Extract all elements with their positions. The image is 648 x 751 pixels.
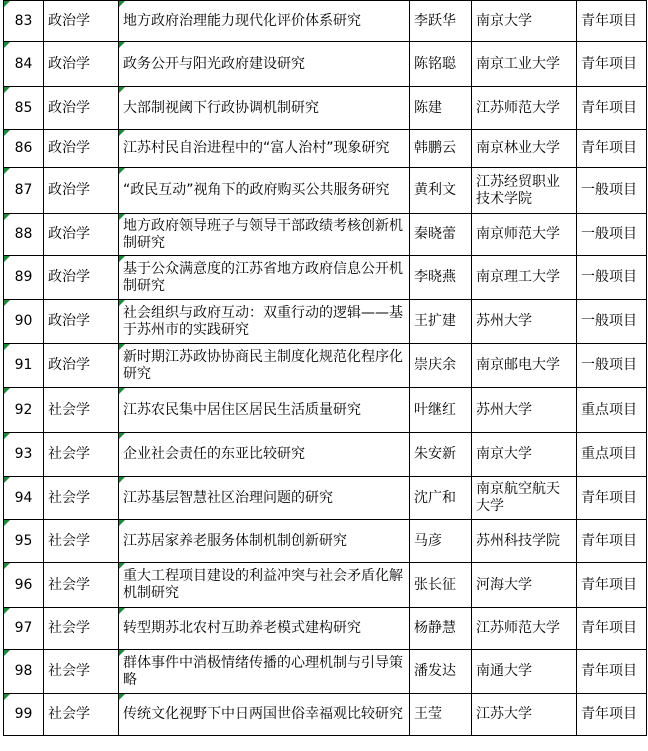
table-row	[4, 300, 647, 344]
table-row	[4, 168, 647, 214]
institution-cell	[472, 168, 577, 214]
project-title-cell	[119, 42, 410, 87]
institution-cell	[472, 300, 577, 344]
table-row	[4, 433, 647, 477]
principal-investigator-cell	[410, 694, 472, 736]
cell-corner-marker	[4, 214, 10, 220]
institution-text: 南京林业大学	[476, 140, 560, 156]
row-number-cell	[4, 300, 44, 344]
project-type-cell	[577, 42, 647, 87]
project-type-text: 青年项目	[581, 140, 637, 156]
cell-corner-marker	[119, 168, 125, 174]
principal-investigator-cell	[410, 650, 472, 694]
principal-investigator-cell	[410, 608, 472, 650]
discipline-cell	[44, 388, 119, 433]
institution-text: 江苏师范大学	[476, 99, 560, 116]
row-number-text: 96	[14, 576, 33, 593]
project-title-cell	[119, 168, 410, 214]
principal-investigator-cell	[410, 87, 472, 130]
principal-investigator-text: 李跃华	[414, 12, 456, 29]
discipline-cell	[44, 520, 119, 563]
project-title-text: 江苏农民集中居住区居民生活质量研究	[123, 401, 361, 418]
cell-corner-marker	[119, 256, 125, 262]
project-title-cell	[119, 694, 410, 736]
row-number-cell	[4, 256, 44, 300]
cell-corner-marker	[4, 477, 10, 483]
principal-investigator-cell	[410, 130, 472, 168]
discipline-cell	[44, 433, 119, 477]
principal-investigator-text: 王莹	[414, 706, 442, 722]
cell-corner-marker	[119, 520, 125, 526]
institution-cell	[472, 388, 577, 433]
row-number-text: 83	[14, 12, 33, 29]
project-title-cell	[119, 650, 410, 694]
discipline-text: 政治学	[48, 226, 90, 242]
project-title-text: 传统文化视野下中日两国世俗幸福观比较研究	[123, 706, 403, 722]
cell-corner-marker	[119, 300, 125, 306]
institution-cell	[472, 477, 577, 520]
row-number-text: 84	[14, 55, 33, 72]
institution-text: 苏州科技学院	[476, 532, 560, 549]
row-number-text: 97	[14, 620, 33, 636]
row-number-cell	[4, 1, 44, 42]
row-number-text: 99	[14, 706, 33, 722]
discipline-cell	[44, 87, 119, 130]
project-type-cell	[577, 214, 647, 256]
project-title-text: 社会组织与政府互动：双重行动的逻辑——基于苏州市的实践研究	[123, 304, 403, 338]
discipline-cell	[44, 130, 119, 168]
project-type-text: 一般项目	[581, 313, 637, 329]
institution-cell	[472, 1, 577, 42]
discipline-text: 政治学	[48, 182, 90, 198]
principal-investigator-cell	[410, 388, 472, 433]
project-type-cell	[577, 608, 647, 650]
institution-cell	[472, 87, 577, 130]
discipline-cell	[44, 477, 119, 520]
institution-text: 河海大学	[476, 576, 532, 593]
discipline-cell	[44, 214, 119, 256]
cell-corner-marker	[119, 608, 125, 614]
institution-text: 江苏师范大学	[476, 620, 560, 636]
discipline-cell	[44, 256, 119, 300]
row-number-text: 94	[14, 489, 33, 506]
cell-corner-marker	[119, 87, 125, 93]
project-title-cell	[119, 1, 410, 42]
principal-investigator-text: 杨静慧	[414, 620, 456, 636]
project-title-text: 地方政府治理能力现代化评价体系研究	[123, 12, 361, 29]
project-title-cell	[119, 433, 410, 477]
principal-investigator-cell	[410, 300, 472, 344]
institution-text: 南京理工大学	[476, 269, 560, 285]
principal-investigator-cell	[410, 520, 472, 563]
cell-corner-marker	[119, 344, 125, 350]
cell-corner-marker	[119, 650, 125, 656]
institution-cell	[472, 344, 577, 388]
project-type-cell	[577, 130, 647, 168]
principal-investigator-text: 朱安新	[414, 446, 456, 462]
principal-investigator-text: 陈铭聪	[414, 55, 456, 72]
row-number-text: 85	[14, 99, 33, 116]
table-row	[4, 608, 647, 650]
project-title-text: 转型期苏北农村互助养老模式建构研究	[123, 620, 361, 636]
institution-text: 南通大学	[476, 663, 532, 679]
project-type-cell	[577, 1, 647, 42]
row-number-text: 98	[14, 663, 33, 679]
project-type-cell	[577, 563, 647, 608]
discipline-text: 社会学	[48, 401, 90, 418]
project-type-text: 青年项目	[581, 532, 637, 549]
table-row	[4, 563, 647, 608]
institution-text: 南京邮电大学	[476, 357, 560, 373]
discipline-text: 社会学	[48, 489, 90, 506]
project-title-text: “政民互动”视角下的政府购买公共服务研究	[123, 182, 390, 198]
project-type-cell	[577, 168, 647, 214]
table-row	[4, 388, 647, 433]
project-type-text: 青年项目	[581, 663, 637, 679]
cell-corner-marker	[4, 130, 10, 136]
institution-cell	[472, 520, 577, 563]
institution-text: 南京师范大学	[476, 226, 560, 242]
discipline-cell	[44, 608, 119, 650]
project-type-text: 青年项目	[581, 489, 637, 506]
row-number-cell	[4, 650, 44, 694]
cell-corner-marker	[4, 42, 10, 48]
principal-investigator-cell	[410, 563, 472, 608]
table-row	[4, 214, 647, 256]
principal-investigator-text: 马彦	[414, 532, 442, 549]
institution-cell	[472, 433, 577, 477]
cell-corner-marker	[4, 608, 10, 614]
project-type-cell	[577, 388, 647, 433]
project-title-text: 群体事件中消极情绪传播的心理机制与引导策略	[123, 654, 403, 688]
project-title-text: 江苏村民自治进程中的“富人治村”现象研究	[123, 140, 390, 156]
project-title-cell	[119, 344, 410, 388]
project-table-body	[4, 1, 647, 736]
table-row	[4, 256, 647, 300]
project-type-text: 青年项目	[581, 99, 637, 116]
discipline-cell	[44, 563, 119, 608]
discipline-cell	[44, 168, 119, 214]
project-title-text: 江苏居家养老服务体制机制创新研究	[123, 532, 347, 549]
project-type-cell	[577, 694, 647, 736]
cell-corner-marker	[4, 1, 10, 7]
row-number-text: 92	[14, 401, 33, 418]
project-type-cell	[577, 520, 647, 563]
cell-corner-marker	[4, 388, 10, 394]
project-type-cell	[577, 650, 647, 694]
discipline-text: 社会学	[48, 706, 90, 722]
project-title-text: 新时期江苏政协协商民主制度化规范化程序化研究	[123, 348, 403, 382]
row-number-cell	[4, 214, 44, 256]
project-type-cell	[577, 256, 647, 300]
table-row	[4, 694, 647, 736]
project-title-text: 重大工程项目建设的利益冲突与社会矛盾化解机制研究	[123, 568, 403, 601]
project-type-text: 青年项目	[581, 55, 637, 72]
project-title-cell	[119, 388, 410, 433]
principal-investigator-text: 叶继红	[414, 401, 456, 418]
principal-investigator-cell	[410, 433, 472, 477]
table-row	[4, 130, 647, 168]
discipline-text: 政治学	[48, 269, 90, 285]
project-type-text: 一般项目	[581, 269, 637, 285]
project-title-text: 江苏基层智慧社区治理问题的研究	[123, 489, 333, 506]
discipline-text: 社会学	[48, 446, 90, 462]
row-number-cell	[4, 388, 44, 433]
institution-cell	[472, 563, 577, 608]
institution-cell	[472, 42, 577, 87]
project-type-text: 一般项目	[581, 357, 637, 373]
discipline-text: 社会学	[48, 663, 90, 679]
project-type-cell	[577, 477, 647, 520]
project-type-text: 青年项目	[581, 706, 637, 722]
cell-corner-marker	[119, 433, 125, 439]
table-row	[4, 1, 647, 42]
row-number-text: 90	[14, 313, 33, 329]
row-number-text: 93	[14, 446, 33, 462]
project-type-cell	[577, 87, 647, 130]
discipline-text: 社会学	[48, 532, 90, 549]
discipline-text: 政治学	[48, 357, 90, 373]
row-number-text: 87	[14, 182, 33, 198]
discipline-cell	[44, 344, 119, 388]
institution-text: 苏州大学	[476, 401, 532, 418]
cell-corner-marker	[4, 433, 10, 439]
principal-investigator-text: 韩鹏云	[414, 140, 456, 156]
row-number-cell	[4, 42, 44, 87]
row-number-text: 91	[14, 357, 33, 373]
project-type-text: 青年项目	[581, 12, 637, 29]
principal-investigator-text: 李晓燕	[414, 269, 456, 285]
institution-cell	[472, 130, 577, 168]
discipline-text: 政治学	[48, 55, 90, 72]
cell-corner-marker	[4, 344, 10, 350]
discipline-cell	[44, 300, 119, 344]
cell-corner-marker	[119, 563, 125, 569]
row-number-cell	[4, 694, 44, 736]
principal-investigator-text: 黄利文	[414, 182, 456, 198]
cell-corner-marker	[4, 694, 10, 700]
project-type-cell	[577, 344, 647, 388]
project-title-text: 地方政府领导班子与领导干部政绩考核创新机制研究	[123, 217, 403, 251]
table-row	[4, 87, 647, 130]
cell-corner-marker	[4, 256, 10, 262]
principal-investigator-text: 潘发达	[414, 663, 456, 679]
cell-corner-marker	[119, 388, 125, 394]
principal-investigator-cell	[410, 168, 472, 214]
principal-investigator-text: 崇庆余	[414, 357, 456, 373]
row-number-cell	[4, 344, 44, 388]
discipline-cell	[44, 694, 119, 736]
principal-investigator-text: 秦晓蕾	[414, 226, 456, 242]
cell-corner-marker	[4, 87, 10, 93]
institution-cell	[472, 608, 577, 650]
discipline-cell	[44, 42, 119, 87]
institution-text: 苏州大学	[476, 313, 532, 329]
project-title-text: 大部制视阈下行政协调机制研究	[123, 99, 319, 116]
project-title-cell	[119, 608, 410, 650]
institution-text: 南京工业大学	[476, 55, 560, 72]
row-number-cell	[4, 168, 44, 214]
project-title-cell	[119, 300, 410, 344]
row-number-cell	[4, 130, 44, 168]
row-number-cell	[4, 433, 44, 477]
institution-cell	[472, 214, 577, 256]
cell-corner-marker	[4, 563, 10, 569]
row-number-cell	[4, 520, 44, 563]
project-type-text: 重点项目	[581, 446, 637, 462]
institution-text: 江苏经贸职业技术学院	[476, 173, 560, 207]
table-row	[4, 477, 647, 520]
project-title-cell	[119, 563, 410, 608]
discipline-text: 社会学	[48, 620, 90, 636]
project-title-cell	[119, 214, 410, 256]
institution-cell	[472, 694, 577, 736]
project-type-text: 重点项目	[581, 401, 637, 418]
project-title-cell	[119, 256, 410, 300]
cell-corner-marker	[119, 477, 125, 483]
cell-corner-marker	[119, 214, 125, 220]
row-number-cell	[4, 87, 44, 130]
cell-corner-marker	[119, 42, 125, 48]
cell-corner-marker	[4, 520, 10, 526]
project-type-text: 一般项目	[581, 226, 637, 242]
project-title-cell	[119, 477, 410, 520]
discipline-text: 政治学	[48, 140, 90, 156]
project-title-cell	[119, 130, 410, 168]
table-row	[4, 520, 647, 563]
institution-cell	[472, 256, 577, 300]
cell-corner-marker	[4, 300, 10, 306]
project-title-cell	[119, 520, 410, 563]
row-number-text: 89	[14, 269, 33, 285]
discipline-text: 社会学	[48, 576, 90, 593]
discipline-text: 政治学	[48, 313, 90, 329]
cell-corner-marker	[119, 694, 125, 700]
cell-corner-marker	[4, 650, 10, 656]
principal-investigator-text: 沈广和	[414, 489, 456, 506]
table-row	[4, 42, 647, 87]
discipline-cell	[44, 650, 119, 694]
project-title-text: 企业社会责任的东亚比较研究	[123, 446, 305, 462]
project-table	[3, 0, 647, 736]
row-number-cell	[4, 477, 44, 520]
institution-text: 南京大学	[476, 446, 532, 462]
project-title-cell	[119, 87, 410, 130]
institution-cell	[472, 650, 577, 694]
principal-investigator-cell	[410, 1, 472, 42]
row-number-cell	[4, 608, 44, 650]
row-number-text: 86	[14, 140, 33, 156]
table-row	[4, 344, 647, 388]
institution-text: 南京大学	[476, 12, 532, 29]
institution-text: 南京航空航天大学	[476, 481, 560, 514]
discipline-cell	[44, 1, 119, 42]
principal-investigator-cell	[410, 256, 472, 300]
project-type-text: 一般项目	[581, 182, 637, 198]
project-type-cell	[577, 433, 647, 477]
row-number-text: 95	[14, 532, 33, 549]
discipline-text: 政治学	[48, 12, 90, 29]
project-type-cell	[577, 300, 647, 344]
table-row	[4, 650, 647, 694]
project-type-text: 青年项目	[581, 620, 637, 636]
cell-corner-marker	[119, 130, 125, 136]
principal-investigator-cell	[410, 344, 472, 388]
row-number-text: 88	[14, 226, 33, 242]
discipline-text: 政治学	[48, 99, 90, 116]
principal-investigator-cell	[410, 214, 472, 256]
principal-investigator-text: 陈建	[414, 99, 442, 116]
row-number-cell	[4, 563, 44, 608]
cell-corner-marker	[4, 168, 10, 174]
principal-investigator-cell	[410, 477, 472, 520]
project-title-text: 政务公开与阳光政府建设研究	[123, 55, 305, 72]
cell-corner-marker	[119, 1, 125, 7]
principal-investigator-cell	[410, 42, 472, 87]
principal-investigator-text: 王扩建	[414, 313, 456, 329]
institution-text: 江苏大学	[476, 706, 532, 722]
project-title-text: 基于公众满意度的江苏省地方政府信息公开机制研究	[123, 260, 403, 294]
principal-investigator-text: 张长征	[414, 576, 456, 593]
project-type-text: 青年项目	[581, 576, 637, 593]
